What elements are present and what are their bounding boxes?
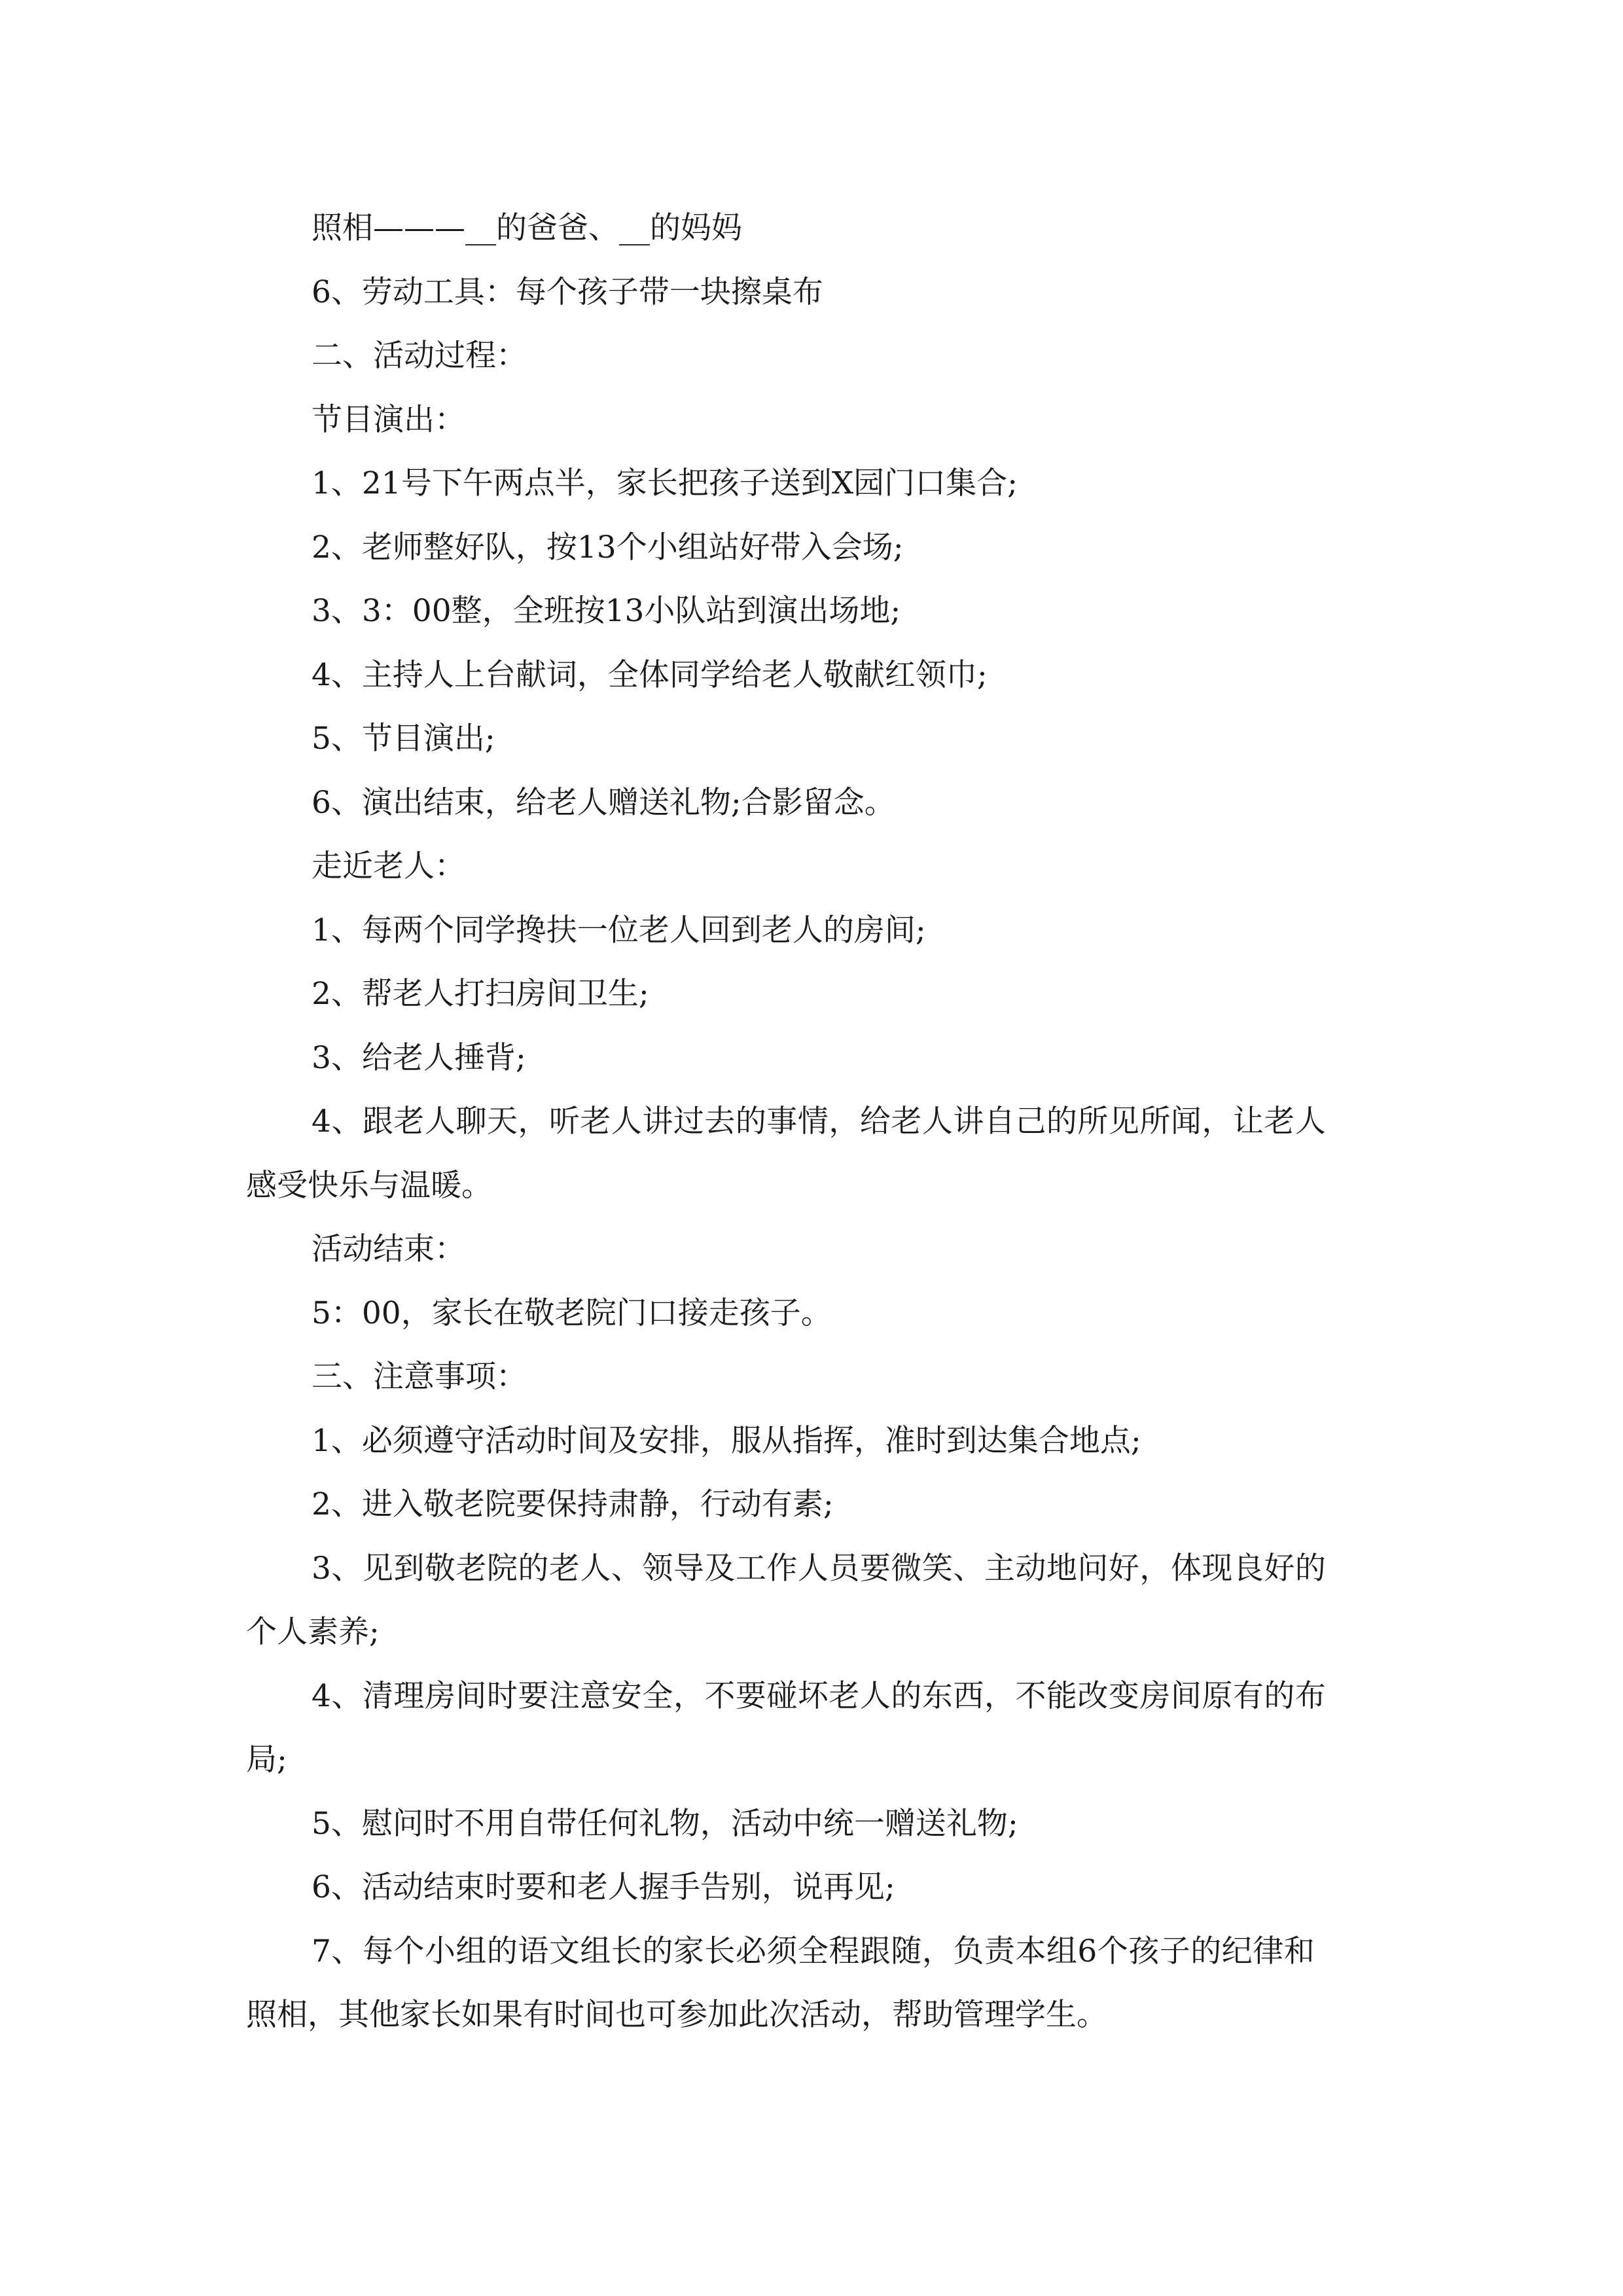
list-item: 1、21号下午两点半，家长把孩子送到X园门口集合; [312, 465, 1018, 501]
list-item-continuation: 局; [246, 1742, 287, 1778]
list-item: 6、演出结束，给老人赠送礼物;合影留念。 [312, 784, 895, 821]
text-line: 5：00，家长在敬老院门口接走孩子。 [312, 1295, 832, 1331]
text-line: 照相———__的爸爸、__的妈妈 [312, 210, 742, 246]
list-item: 1、必须遵守活动时间及安排，服从指挥，准时到达集合地点; [312, 1422, 1141, 1459]
subsection-heading: 活动结束： [312, 1231, 465, 1267]
list-item-continuation: 照相，其他家长如果有时间也可参加此次活动，帮助管理学生。 [246, 1997, 1107, 2033]
section-heading: 三、注意事项： [312, 1359, 527, 1395]
list-item: 7、每个小组的语文组长的家长必须全程跟随，负责本组6个孩子的纪律和 [312, 1933, 1315, 1969]
list-item-continuation: 个人素养; [246, 1614, 380, 1650]
list-item: 4、清理房间时要注意安全，不要碰坏老人的东西，不能改变房间原有的布 [312, 1677, 1327, 1714]
list-item: 3、见到敬老院的老人、领导及工作人员要微笑、主动地问好，体现良好的 [312, 1550, 1327, 1587]
text-line: 6、劳动工具：每个孩子带一块擦桌布 [312, 274, 823, 310]
list-item: 2、进入敬老院要保持肃静，行动有素; [312, 1486, 834, 1522]
list-item: 4、主持人上台献词，全体同学给老人敬献红领巾; [312, 656, 988, 693]
list-item-continuation: 感受快乐与温暖。 [246, 1167, 492, 1204]
document-body [246, 196, 1378, 2047]
list-item: 2、帮老人打扫房间卫生; [312, 976, 649, 1012]
subsection-heading: 走近老人： [312, 848, 465, 884]
list-item: 5、节目演出; [312, 721, 495, 757]
list-item: 3、给老人捶背; [312, 1039, 526, 1076]
list-item: 1、每两个同学搀扶一位老人回到老人的房间; [312, 912, 926, 948]
subsection-heading: 节目演出： [312, 401, 465, 438]
list-item: 5、慰问时不用自带任何礼物，活动中统一赠送礼物; [312, 1805, 1018, 1842]
list-item: 6、活动结束时要和老人握手告别，说再见; [312, 1869, 895, 1905]
list-item: 3、3：00整，全班按13小队站到演出场地; [312, 593, 901, 629]
list-item: 4、跟老人聊天，听老人讲过去的事情，给老人讲自己的所见所闻，让老人 [312, 1103, 1327, 1139]
list-item: 2、老师整好队，按13个小组站好带入会场; [312, 529, 904, 565]
section-heading: 二、活动过程： [312, 338, 527, 374]
